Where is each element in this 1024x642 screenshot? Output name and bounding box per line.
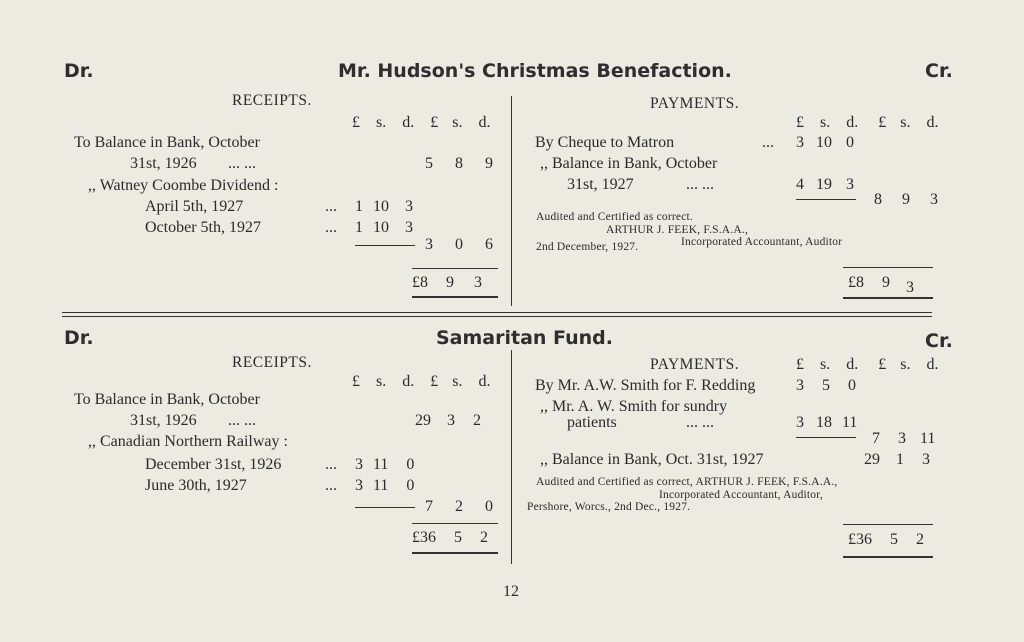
leader-dots: ... [325, 219, 337, 236]
samaritan-payment-line4: ,, Balance in Bank, Oct. 31st, 1927 [540, 451, 764, 468]
samaritan-receipt-line1: To Balance in Bank, October [74, 391, 260, 408]
subtotal-rule [796, 199, 856, 200]
hudson-payments-col-headers: £ s. d. £ s. d. [796, 114, 939, 131]
samaritan-dr-label: Dr. [64, 327, 94, 349]
hudson-receipts-heading: RECEIPTS. [232, 92, 312, 109]
subtotal-rule [355, 245, 415, 246]
samaritan-receipt-total: £36 5 2 [412, 529, 488, 546]
hudson-receipts-col-headers [352, 114, 490, 132]
hudson-cr-label: Cr. [925, 60, 953, 82]
samaritan-receipt-subtotal: 7 2 0 [425, 498, 493, 515]
samaritan-receipt-line5-amount: 3 11 0 [355, 477, 415, 494]
samaritan-payment-line1: By Mr. A.W. Smith for F. Redding [535, 377, 756, 394]
leader-dots: ... [325, 198, 337, 215]
hudson-receipt-line4-amount: 1 10 3 [355, 198, 413, 215]
hudson-receipt-line2-amount: 5 8 9 [425, 155, 493, 172]
page-number: 12 [503, 583, 519, 600]
hudson-receipt-total: £8 9 3 [412, 274, 482, 291]
hudson-payment-line2: ,, Balance in Bank, October [540, 155, 718, 172]
section-separator [62, 312, 932, 313]
samaritan-receipt-line5: June 30th, 1927 [145, 477, 247, 494]
samaritan-payment-line4-amount: 29 1 3 [864, 451, 930, 468]
samaritan-payment-subtotal: 7 3 11 [872, 430, 936, 447]
col-pound: £ [430, 114, 439, 131]
samaritan-payment-total: £36 5 2 [848, 531, 924, 548]
leader-dots: ... ... [686, 176, 714, 193]
column-divider [511, 350, 512, 564]
hudson-dr-label: Dr. [64, 60, 94, 82]
samaritan-receipts-heading: RECEIPTS. [232, 354, 312, 371]
leader-dots: ... [325, 477, 337, 494]
hudson-payment-line1-amount: 3 10 0 [796, 134, 854, 151]
hudson-audit-line1: Audited and Certified as correct. [536, 211, 693, 223]
total-rule [843, 524, 933, 525]
samaritan-audit-line2: Incorporated Accountant, Auditor, [659, 489, 823, 501]
hudson-receipt-line2: 31st, 1926 [130, 155, 197, 172]
samaritan-payment-line3: patients [567, 414, 617, 431]
hudson-receipt-line5: October 5th, 1927 [145, 219, 261, 236]
hudson-receipt-line5-amount: 1 10 3 [355, 219, 413, 236]
col-pound: £ [352, 114, 360, 131]
total-double-rule [412, 296, 498, 298]
subtotal-rule [355, 507, 415, 508]
leader-dots: ... [325, 456, 337, 473]
hudson-payment-line3: 31st, 1927 [567, 176, 634, 193]
samaritan-audit-line1: Audited and Certified as correct, ARTHUR J. FEEK, F.S.A.A., [536, 476, 838, 488]
samaritan-receipt-line2: 31st, 1926 [130, 412, 197, 429]
samaritan-cr-label: Cr. [925, 330, 953, 352]
hudson-title: Mr. Hudson's Christmas Benefaction. [338, 60, 732, 82]
leader-dots: ... [762, 134, 774, 151]
samaritan-title: Samaritan Fund. [436, 327, 613, 349]
leader-dots: ... ... [228, 155, 256, 172]
samaritan-audit-line3: Pershore, Worcs., 2nd Dec., 1927. [527, 501, 691, 513]
samaritan-receipt-line4-amount: 3 11 0 [355, 456, 415, 473]
col-pence: d. [478, 114, 491, 131]
hudson-audit-line2: ARTHUR J. FEEK, F.S.A.A., [606, 224, 749, 236]
hudson-payments-heading: PAYMENTS. [650, 95, 740, 112]
leader-dots: ... ... [686, 414, 714, 431]
samaritan-receipts-col-headers: £ s. d. £ s. d. [352, 373, 491, 390]
hudson-payment-line1: By Cheque to Matron [535, 134, 675, 151]
hudson-payment-line3-amount: 4 19 3 [796, 176, 854, 193]
samaritan-payment-line1-amount: 3 5 0 [796, 377, 856, 394]
hudson-payment-total: £8 9 3 [848, 274, 914, 296]
total-double-rule [412, 552, 498, 554]
samaritan-payment-line2: ,, Mr. A. W. Smith for sundry [540, 398, 728, 415]
hudson-audit-date: 2nd December, 1927. [536, 241, 639, 253]
samaritan-receipt-line2-amount: 29 3 2 [415, 412, 481, 429]
samaritan-payments-col-headers: £ s. d. £ s. d. [796, 356, 939, 373]
total-double-rule [843, 556, 933, 558]
hudson-receipt-line1: To Balance in Bank, October [74, 134, 260, 151]
hudson-payment-subtotal: 8 9 3 [874, 191, 938, 208]
section-separator [62, 316, 932, 317]
subtotal-rule [796, 437, 856, 438]
hudson-receipt-line4: April 5th, 1927 [145, 198, 244, 215]
hudson-audit-role: Incorporated Accountant, Auditor [681, 236, 843, 248]
samaritan-payment-line3-amount: 3 18 11 [796, 414, 858, 431]
total-double-rule [843, 297, 933, 299]
samaritan-payments-heading: PAYMENTS. [650, 356, 740, 373]
samaritan-receipt-line3: ,, Canadian Northern Railway : [88, 433, 288, 450]
col-shillings: s. [452, 114, 463, 131]
total-rule [412, 523, 498, 524]
hudson-receipt-subtotal: 3 0 6 [425, 236, 493, 253]
col-pence: d. [402, 114, 415, 131]
column-divider [511, 96, 512, 306]
samaritan-receipt-line4: December 31st, 1926 [145, 456, 282, 473]
total-rule [843, 267, 933, 268]
hudson-receipt-line3: ,, Watney Coombe Dividend : [88, 177, 279, 194]
total-rule [412, 268, 498, 269]
leader-dots: ... ... [228, 412, 256, 429]
col-shillings: s. [376, 114, 387, 131]
